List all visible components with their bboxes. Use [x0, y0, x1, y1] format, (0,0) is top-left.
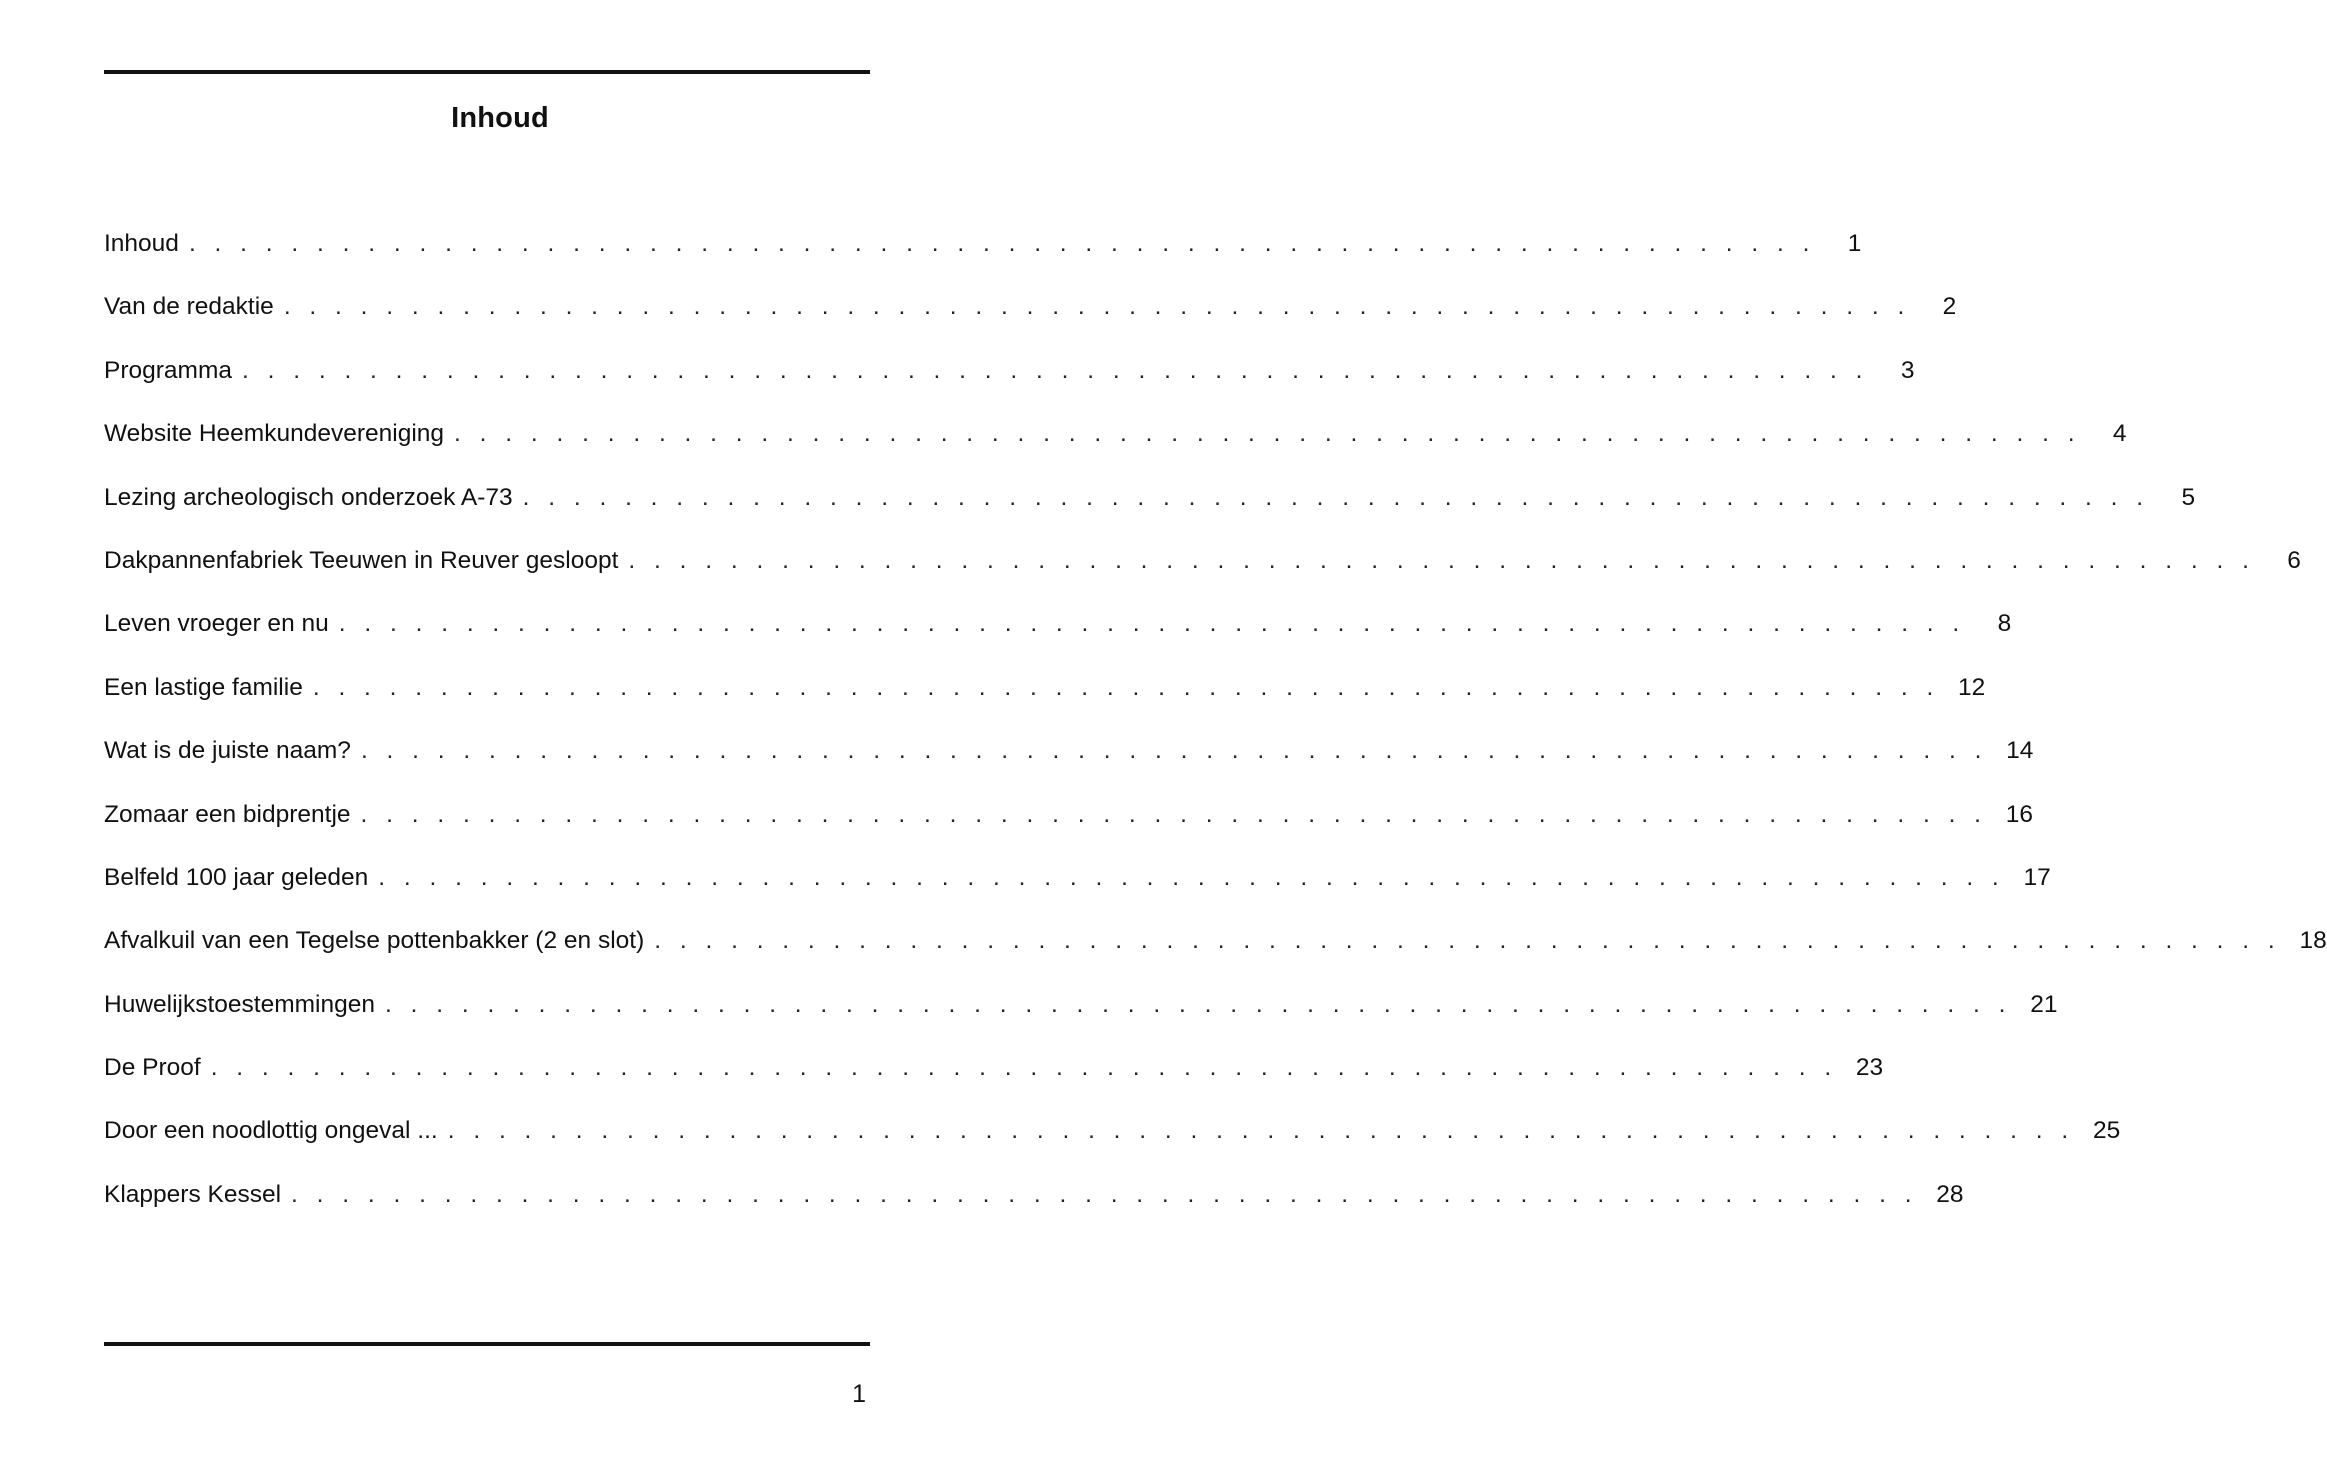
toc-dot-leader: . . . . . . . . . . . . . . . . . . . . . . . . . . . . . . . . . . . . . . . . . . . . . . . . . . . . . . . . . . . . . . . .: [241, 356, 1869, 384]
toc-entry[interactable]: [104, 546, 2301, 610]
toc-dot-leader: . . . . . . . . . . . . . . . . . . . . . . . . . . . . . . . . . . . . . . . . . . . . . . . . . . . . . . . . . . . . . . . .: [360, 800, 1987, 828]
page-number: 1: [852, 1380, 866, 1408]
toc-entry-page: 1: [1847, 230, 1862, 257]
toc-dot-leader: . . . . . . . . . . . . . . . . . . . . . . . . . . . . . . . . . . . . . . . . . . . . . . . . . . . . . . . . . . . . . . . .: [384, 990, 2012, 1018]
toc-dot-leader: . . . . . . . . . . . . . . . . . . . . . . . . . . . . . . . . . . . . . . . . . . . . . . . . . . . . . . . . . . . . . . . .: [312, 673, 1940, 701]
toc-dot-leader: . . . . . . . . . . . . . . . . . . . . . . . . . . . . . . . . . . . . . . . . . . . . . . . . . . . . . . . . . . . . . . . .: [378, 863, 2005, 891]
toc-entry[interactable]: [104, 927, 2327, 990]
toc-dot-leader: . . . . . . . . . . . . . . . . . . . . . . . . . . . . . . . . . . . . . . . . . . . . . . . . . . . . . . . . . . . . . . . .: [654, 927, 2281, 955]
toc-dot-leader: . . . . . . . . . . . . . . . . . . . . . . . . . . . . . . . . . . . . . . . . . . . . . . . . . . . . . . . . . . . . . . . .: [188, 230, 1816, 257]
toc-entry-page: 2: [1942, 293, 1957, 321]
toc-entry-page: 4: [2112, 420, 2127, 448]
toc-entry[interactable]: [104, 230, 1862, 293]
toc-entry-page: 8: [1997, 610, 2012, 638]
toc-dot-leader: . . . . . . . . . . . . . . . . . . . . . . . . . . . . . . . . . . . . . . . . . . . . . . . . . . . . . . . . . . . . . . . .: [360, 737, 1988, 765]
top-rule: [104, 70, 870, 74]
toc-entry[interactable]: [104, 737, 2034, 800]
toc-entry-title: Website Heemkundevereniging: [104, 420, 445, 448]
toc-entry-title: Leven vroeger en nu: [104, 610, 329, 638]
toc-entry-title: Programma: [104, 356, 232, 384]
toc-entry[interactable]: [104, 420, 2127, 483]
toc-entry-page: 14: [2006, 737, 2034, 765]
toc-entry-title: Klappers Kessel: [104, 1180, 282, 1208]
toc-dot-leader: . . . . . . . . . . . . . . . . . . . . . . . . . . . . . . . . . . . . . . . . . . . . . . . . . . . . . . . . . . . . . . . .: [338, 610, 1966, 638]
toc-entry-title: Door een noodlottig ongeval ...: [104, 1117, 438, 1145]
toc-entry-page: 23: [1855, 1054, 1884, 1082]
bottom-rule: [104, 1342, 870, 1346]
toc-entry-title: Afvalkuil van een Tegelse pottenbakker (2 en slot): [104, 927, 645, 955]
toc-entry[interactable]: [104, 610, 2012, 673]
toc-entry-page: 12: [1958, 673, 1986, 701]
toc-dot-leader: . . . . . . . . . . . . . . . . . . . . . . . . . . . . . . . . . . . . . . . . . . . . . . . . . . . . . . . . . . . . . . . .: [447, 1117, 2075, 1145]
toc-entry-title: Inhoud: [104, 230, 179, 257]
toc-dot-leader: . . . . . . . . . . . . . . . . . . . . . . . . . . . . . . . . . . . . . . . . . . . . . . . . . . . . . . . . . . . . . . . .: [283, 293, 1911, 321]
toc-entry[interactable]: [104, 483, 2196, 547]
toc-entry-title: Wat is de juiste naam?: [104, 737, 351, 765]
page-title: Inhoud: [451, 102, 549, 134]
toc-entry[interactable]: [104, 1054, 1884, 1117]
toc-entry-page: 25: [2092, 1117, 2121, 1145]
toc-entry[interactable]: [104, 800, 2033, 864]
toc-dot-leader: . . . . . . . . . . . . . . . . . . . . . . . . . . . . . . . . . . . . . . . . . . . . . . . . . . . . . . . . . . . . . . . .: [210, 1054, 1838, 1082]
toc-dot-leader: . . . . . . . . . . . . . . . . . . . . . . . . . . . . . . . . . . . . . . . . . . . . . . . . . . . . . . . . . . . . . . . .: [454, 420, 2081, 448]
toc-entry-title: Van de redaktie: [104, 293, 274, 321]
toc-entry-page: 21: [2030, 990, 2058, 1018]
toc-entry-title: De Proof: [104, 1054, 201, 1082]
toc-entry-title: Lezing archeologisch onderzoek A-73: [104, 483, 513, 511]
toc-entry[interactable]: [104, 293, 1957, 356]
toc-entry-page: 16: [2005, 800, 2033, 828]
toc-entry[interactable]: [104, 990, 2058, 1054]
toc-entry[interactable]: [104, 1117, 2121, 1180]
toc-dot-leader: . . . . . . . . . . . . . . . . . . . . . . . . . . . . . . . . . . . . . . . . . . . . . . . . . . . . . . . . . . . . . . . .: [522, 483, 2150, 511]
toc-dot-leader: . . . . . . . . . . . . . . . . . . . . . . . . . . . . . . . . . . . . . . . . . . . . . . . . . . . . . . . . . . . . . . . .: [628, 546, 2255, 574]
toc-entry[interactable]: [104, 1180, 1964, 1244]
toc-entry-page: 5: [2181, 483, 2196, 511]
toc-entry[interactable]: [104, 863, 2051, 927]
toc-entry[interactable]: [104, 356, 1915, 420]
toc-entry-title: Dakpannenfabriek Teeuwen in Reuver gesloopt: [104, 546, 619, 574]
table-of-contents: [104, 230, 2327, 1244]
toc-entry-title: Huwelijkstoestemmingen: [104, 990, 375, 1018]
toc-entry-title: Zomaar een bidprentje: [104, 800, 351, 828]
toc-entry[interactable]: [104, 673, 1986, 737]
toc-entry-page: 17: [2023, 863, 2051, 891]
toc-entry-title: Belfeld 100 jaar geleden: [104, 863, 369, 891]
toc-entry-page: 28: [1936, 1180, 1964, 1208]
toc-entry-page: 3: [1900, 356, 1915, 384]
toc-entry-page: 18: [2299, 927, 2327, 955]
toc-entry-page: 6: [2287, 546, 2301, 574]
toc-entry-title: Een lastige familie: [104, 673, 303, 701]
toc-dot-leader: . . . . . . . . . . . . . . . . . . . . . . . . . . . . . . . . . . . . . . . . . . . . . . . . . . . . . . . . . . . . . . . .: [291, 1180, 1918, 1208]
